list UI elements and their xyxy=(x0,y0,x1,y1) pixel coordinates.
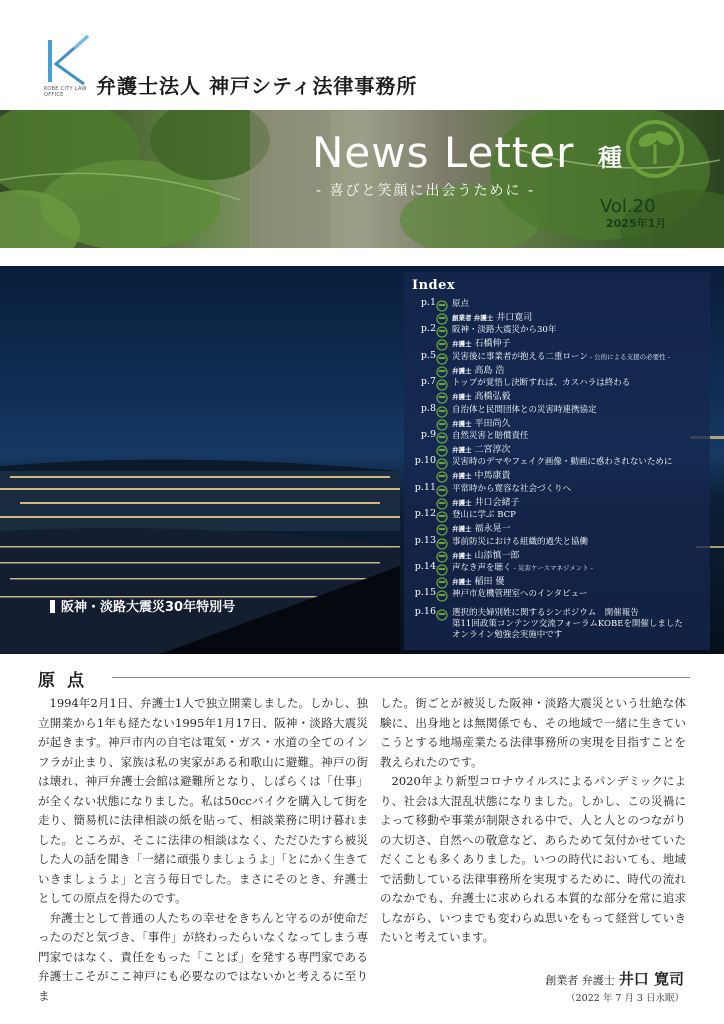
index-author xyxy=(452,574,504,587)
index-title-text: 平常時から寛容な社会づくりへ xyxy=(452,483,572,494)
index-title xyxy=(452,561,704,573)
index-title-note: - 公的による支援の必要性 - xyxy=(587,352,670,361)
index-title xyxy=(452,429,704,441)
index-page-number: p.7 xyxy=(420,376,436,388)
index-page-number: p.8 xyxy=(420,402,436,414)
index-author-name: 中馬康貴 xyxy=(474,471,511,482)
index-author-role: 弁護士 xyxy=(452,551,472,560)
index-author-role: 弁護士 xyxy=(452,525,472,534)
index-title-text: 神戸市危機管理室へのインタビュー xyxy=(452,589,588,600)
sprout-icon xyxy=(436,561,448,573)
article-paragraph: 2020年より新型コロナウイルスによるパンデミックにより、社会は大混乱状態になりました。しかし、この災禍によって移動や事業が制限される中で、人と人とのつながりの大切さ、自然への敬意など、あらためて気付かせていただくことも多くありました。いつの時代においても、地域で活動している法律事務所を実現するために、時代の流れのなかでも、弁護士に求められる本質的な部分を常に追求しながら、いつまでも変わらぬ思いをもって経営していきたいと考えています。 xyxy=(380,774,686,944)
kobe-city-logo-icon xyxy=(44,30,92,94)
index-author xyxy=(452,521,511,534)
sprout-icon xyxy=(436,482,448,494)
signature-note: （2022 年 7 月 3 日永眠） xyxy=(566,993,684,1004)
index-page-number: p.12 xyxy=(414,508,436,520)
index-title: オンライン勉強会実施中です xyxy=(452,630,563,640)
sprout-icon xyxy=(436,363,448,375)
article-heading: 原点 xyxy=(38,671,96,691)
index-title: 選択的夫婦別姓に関するシンポジウム 開催報告 xyxy=(452,608,639,618)
index-author xyxy=(452,495,520,508)
index-item xyxy=(406,508,706,534)
sprout-icon xyxy=(436,548,448,560)
index-author-role: 弁護士 xyxy=(452,366,472,375)
sprout-icon xyxy=(436,574,448,586)
sprout-icon xyxy=(436,606,448,618)
sprout-icon xyxy=(436,310,448,322)
index-author-name: 福永晃一 xyxy=(474,524,511,535)
firm-name: 弁護士法人 神戸シティ法律事務所 xyxy=(96,74,418,98)
signature xyxy=(488,968,684,989)
sprout-icon xyxy=(436,323,448,335)
sprout-icon xyxy=(436,403,448,415)
index-title-text: 自治体と民間団体との災害時連携協定 xyxy=(452,404,597,415)
index-author xyxy=(452,389,511,402)
index-title-text: トップが覚悟し決断すれば、カスハラは終わる xyxy=(452,378,631,389)
index-title-text: 声なき声を聴く xyxy=(452,563,512,573)
special-issue-label xyxy=(50,596,235,615)
index-item xyxy=(406,455,706,481)
index-item xyxy=(406,376,706,402)
page-header xyxy=(0,0,724,110)
index-item xyxy=(406,606,706,650)
index-title xyxy=(452,350,704,362)
index-author-name: 石橋伸子 xyxy=(474,339,511,350)
logo-text: KOBE CITY LAW OFFICE xyxy=(44,86,87,98)
index-title-text: 自然災害と賠償責任 xyxy=(452,431,529,441)
index-author-role: 弁護士 xyxy=(452,498,472,507)
index-page-number: p.13 xyxy=(414,534,436,546)
index-title-note: - 災害ケースマネジメント - xyxy=(511,564,593,572)
sprout-icon xyxy=(436,376,448,388)
index-item xyxy=(406,429,706,455)
index-page-number: p.10 xyxy=(414,455,436,467)
index-author-name: 平田尚久 xyxy=(474,418,511,429)
index-title-text: 災害時のデマやフェイク画像・動画に惑わされないために xyxy=(452,457,673,468)
index-author-role: 創業者 弁護士 xyxy=(452,314,494,322)
index-author xyxy=(452,310,532,323)
index-author-name: 二宮淳次 xyxy=(474,445,511,455)
heading-divider xyxy=(112,677,690,678)
sprout-icon xyxy=(436,535,448,547)
article-paragraph: 1994年2月1日、弁護士1人で独立開業しました。しかし、独立開業から1年も経たない1995年1月17日、阪神・淡路大震災が起きます。神戸市内の自宅は電気・ガス・水道の全てのインフラが止まり、家族は私の実家がある和歌山に避難。神戸の街は壊れ、神戸弁護士会館は避難所となり、しばらくは「仕事」が全くない状態になりました。私は50ccバイクを購入して街を走り、簡易机に法律相談の紙を貼って、相談業務に明け暮れました。ところが、そこに法律の相談はなく、ただひたすら被災した人の話を聞き「一緒に頑張りましょうよ」「とにかく生きていきましょうよ」と言う毎日でした。まさにそのとき、弁護士としての原点を得たのです。 xyxy=(38,696,368,905)
newsletter-kanji: 種 xyxy=(598,144,622,172)
index-title-text: 阪神・淡路大震災から30年 xyxy=(452,325,557,336)
index-author-name: 稲田 優 xyxy=(474,577,505,587)
index-title xyxy=(452,455,704,467)
index-page-number: p.15 xyxy=(414,587,436,599)
index-page-number: p.11 xyxy=(414,481,436,493)
signature-name: 井口 寛司 xyxy=(618,970,684,988)
index-author xyxy=(452,468,511,481)
index-item xyxy=(406,297,706,323)
index-author xyxy=(452,416,511,429)
index-author-role: 弁護士 xyxy=(452,393,472,402)
article-column-left xyxy=(38,694,368,1006)
index-title xyxy=(452,323,704,335)
sprout-icon xyxy=(436,442,448,454)
index-title xyxy=(452,508,704,520)
index-title xyxy=(452,297,704,309)
index-title xyxy=(452,587,704,599)
index-author-role: 弁護士 xyxy=(452,472,472,481)
issue-date: 2025年1月 xyxy=(606,217,667,230)
index-page-number: p.16 xyxy=(414,606,436,617)
index-author xyxy=(452,363,504,376)
index-title: 第11回政策コンテンツ交流フォーラムKOBEを開催しました xyxy=(452,619,683,629)
index-heading: Index xyxy=(412,278,456,293)
index-item xyxy=(406,350,706,376)
index-author xyxy=(452,336,511,349)
index-author xyxy=(452,442,511,455)
index-item xyxy=(406,403,706,429)
index-author-name: 高橋弘毅 xyxy=(474,392,511,403)
index-item xyxy=(406,323,706,349)
index-author-role: 弁護士 xyxy=(452,446,472,454)
index-author-role: 弁護士 xyxy=(452,578,472,586)
index-page-number: p.1 xyxy=(420,297,436,308)
sprout-icon xyxy=(436,389,448,401)
article-paragraph: 弁護士として普通の人たちの幸せをきちんと守るのが使命だったのだと気づき、「事件」が終わったらいなくなってしまう専門家ではなく、責任をもった「ことば」を発する専門家である弁護士こそがここ神戸にも必要なのではないかと考えるに至りま xyxy=(38,910,368,1003)
sprout-icon xyxy=(436,468,448,480)
sprout-icon xyxy=(436,350,448,362)
index-author-name: 井口寛司 xyxy=(496,313,533,323)
newsletter-title: News Letter xyxy=(312,128,575,177)
index-title-text: 原点 xyxy=(452,299,470,309)
index-title xyxy=(452,535,704,547)
sprout-icon xyxy=(436,521,448,533)
sprout-icon xyxy=(436,495,448,507)
signature-role: 創業者 弁護士 xyxy=(545,974,615,987)
article-column-right xyxy=(380,694,686,948)
index-title xyxy=(452,376,704,388)
index-page-number: p.2 xyxy=(420,323,436,335)
index-item xyxy=(406,482,706,508)
sprout-circle-icon xyxy=(624,118,686,180)
index-author xyxy=(452,548,520,561)
sprout-icon xyxy=(436,455,448,467)
index-author-role: 弁護士 xyxy=(452,419,472,428)
label-bar xyxy=(50,600,55,613)
index-author-name: 山添慎一郎 xyxy=(474,550,520,561)
index-title-text: 登山に学ぶ BCP xyxy=(452,510,516,521)
index-author-name: 高島 浩 xyxy=(474,365,505,376)
sprout-icon xyxy=(436,508,448,520)
index-author-role: 弁護士 xyxy=(452,340,472,349)
volume-number: Vol.20 xyxy=(600,196,656,217)
sprout-icon xyxy=(436,429,448,441)
article-paragraph: した。街ごとが被災した阪神・淡路大震災という壮絶な体験に、出身地とは無関係でも、その地域で一緒に生きていこうとする地場産業たる法律事務所の実現を目指すことを教えられたのです。 xyxy=(380,696,686,769)
index-title-text: 事前防災における組織的過失と協働 xyxy=(452,536,589,547)
index-title xyxy=(452,403,704,415)
sprout-icon xyxy=(436,336,448,348)
newsletter-subtitle: - 喜びと笑顔に出会うために - xyxy=(316,183,536,199)
special-issue-text: 阪神・淡路大震災30年特別号 xyxy=(61,600,236,615)
index-title-text: 災害後に事業者が抱える二重ローン xyxy=(452,351,588,362)
index-author-name: 井口会緒子 xyxy=(474,497,520,508)
sprout-icon xyxy=(436,297,448,309)
index-item xyxy=(406,561,706,587)
sprout-icon xyxy=(436,416,448,428)
index-page-number: p.9 xyxy=(420,429,436,440)
index-title xyxy=(452,482,704,494)
sprout-icon xyxy=(436,587,448,599)
index-page-number: p.14 xyxy=(414,561,436,572)
index-page-number: p.5 xyxy=(420,349,436,361)
index-item xyxy=(406,535,706,561)
